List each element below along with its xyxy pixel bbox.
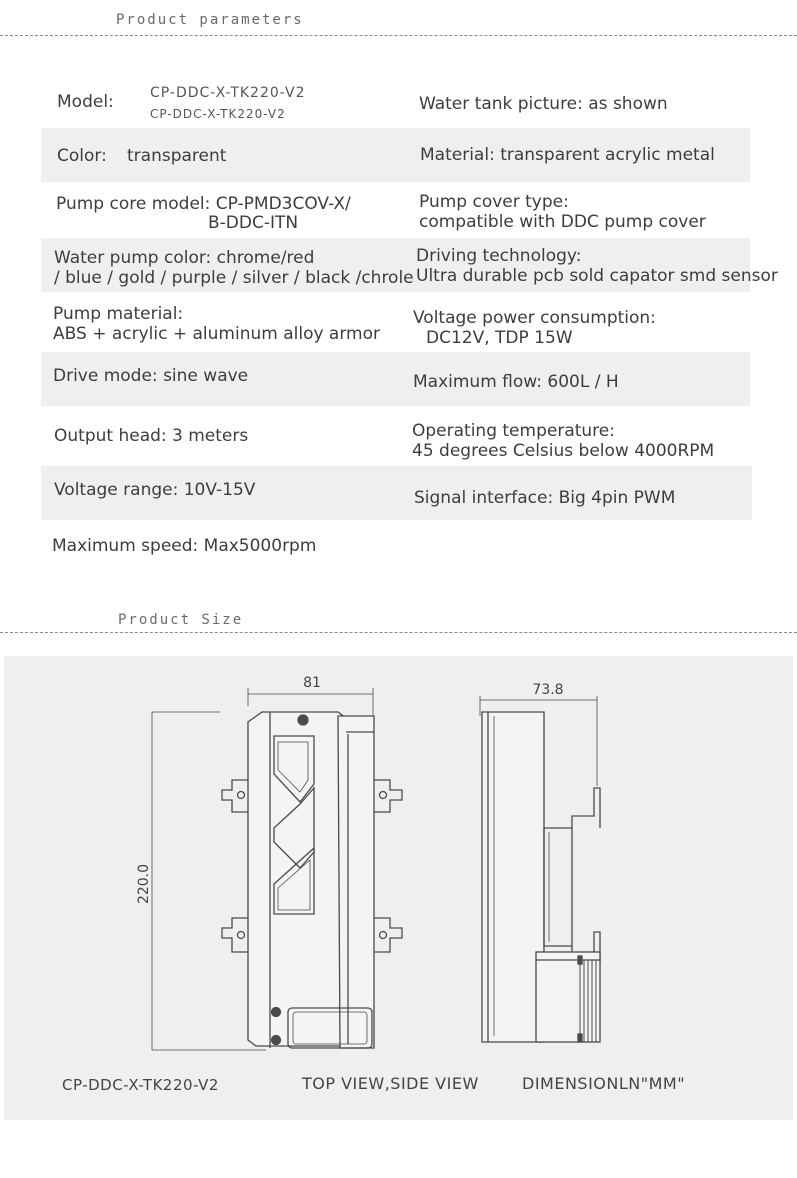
dimension-drawing: [4, 656, 793, 1120]
voltage-power-value: DC12V, TDP 15W: [426, 328, 573, 348]
model-value: CP-DDC-X-TK220-V2: [150, 85, 306, 101]
voltage-power: Voltage power consumption:: [413, 308, 656, 328]
pump-material-value: ABS + acrylic + aluminum alloy armor: [53, 324, 380, 344]
pump-material: Pump material:: [53, 304, 184, 324]
driving-technology: Driving technology:: [416, 246, 582, 266]
voltage-range: Voltage range: 10V-15V: [54, 480, 256, 500]
dimension-drawing-panel: [4, 656, 793, 1120]
drawing-view-caption: TOP VIEW,SIDE VIEW: [302, 1074, 479, 1093]
driving-technology-value: Ultra durable pcb sold capator smd sensor: [416, 266, 778, 286]
drive-mode: Drive mode: sine wave: [53, 366, 249, 386]
water-tank-picture: Water tank picture: as shown: [419, 94, 668, 114]
model-label: Model:: [57, 92, 114, 112]
pump-cover-type: Pump cover type:: [419, 192, 569, 212]
dimension-side-label: 73.8: [532, 682, 564, 698]
top-view-drawing: [152, 688, 402, 1050]
drawing-model-caption: CP-DDC-X-TK220-V2: [62, 1076, 219, 1094]
pump-core-model: Pump core model: CP-PMD3COV-X/: [56, 194, 351, 214]
color-value: transparent: [127, 146, 227, 166]
signal-interface: Signal interface: Big 4pin PWM: [414, 488, 676, 508]
params-divider: [0, 35, 797, 36]
side-view-drawing: [480, 696, 600, 1042]
size-section-title: Product Size: [118, 612, 244, 628]
size-divider: [0, 632, 797, 633]
water-pump-color: Water pump color: chrome/red: [54, 248, 315, 268]
drawing-unit-caption: DIMENSIONLN"MM": [522, 1074, 686, 1093]
material: Material: transparent acrylic metal: [420, 145, 715, 165]
params-section-title: Product parameters: [116, 12, 304, 28]
color-label: Color:: [57, 146, 107, 166]
maximum-speed: Maximum speed: Max5000rpm: [52, 536, 317, 556]
model-value-secondary: CP-DDC-X-TK220-V2: [150, 107, 286, 121]
operating-temperature-value: 45 degrees Celsius below 4000RPM: [412, 441, 715, 461]
output-head: Output head: 3 meters: [54, 426, 249, 446]
dimension-width-label: 81: [303, 675, 321, 691]
maximum-flow: Maximum flow: 600L / H: [413, 372, 619, 392]
pump-cover-type-value: compatible with DDC pump cover: [419, 212, 706, 232]
operating-temperature: Operating temperature:: [412, 421, 615, 441]
dimension-height-label: 220.0: [136, 863, 152, 905]
water-pump-color-cont: / blue / gold / purple / silver / black /chrole: [54, 268, 414, 288]
pump-core-model-cont: B-DDC-ITN: [208, 213, 299, 233]
